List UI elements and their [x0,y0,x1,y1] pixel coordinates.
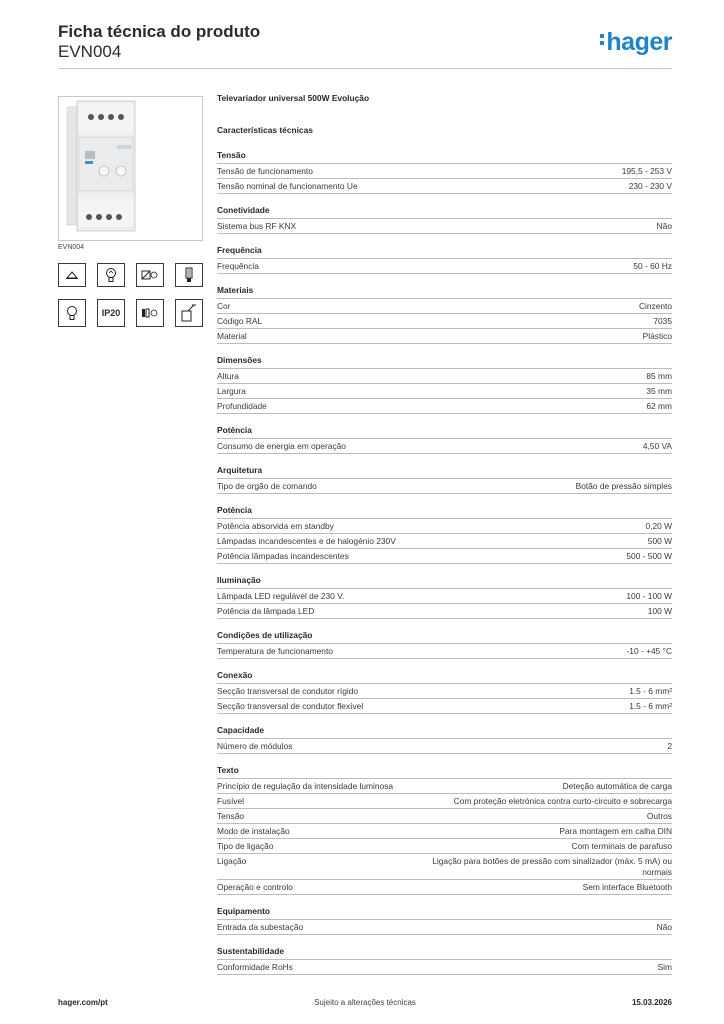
product-name: Televariador universal 500W Evolução [217,93,370,103]
section-title: Conetividade [217,205,270,215]
spec-value: 195,5 - 253 V [621,165,672,176]
spec-value: Com proteção eletrónica contra curto-circuito e sobrecarga [453,795,672,806]
spec-row [217,959,672,975]
spec-row [217,163,672,178]
spec-value: 35 mm [646,385,672,396]
spec-section [217,465,672,494]
spec-label: Potência lâmpadas incandescentes [217,550,349,561]
spec-label: Material [217,330,247,341]
spec-row [217,398,672,414]
tube-lamp-icon [175,263,203,287]
spec-value: Sim [657,961,672,972]
spec-rows [217,518,672,564]
spec-rows [217,919,672,935]
footer-date: 15.03.2026 [631,998,672,1007]
spec-label: Lâmpadas incandescentes e de halogénio 230V [217,535,396,546]
spec-value: Não [656,220,672,231]
section-title: Iluminação [217,575,261,585]
footer-notice: Sujeito a alterações técnicas [314,998,416,1007]
spec-value: Para montagem em calha DIN [559,825,672,836]
page-subtitle: EVN004 [58,42,122,61]
spec-value: Outros [646,810,672,821]
section-title: Sustentabilidade [217,946,285,956]
spec-row [217,178,672,194]
spec-section [217,670,672,714]
hager-logo [600,28,672,57]
spec-value: Plástico [642,330,672,341]
spec-value: 7035 [653,315,672,326]
spec-label: Número de módulos [217,740,293,751]
spec-row [217,313,672,328]
spec-row [217,588,672,603]
spec-rows [217,258,672,274]
spec-row [217,808,672,823]
dome-light-icon [58,263,86,287]
section-title: Condições de utilização [217,630,313,640]
spec-value: 50 - 60 Hz [633,260,672,271]
spec-rows [217,368,672,414]
spec-rows [217,738,672,754]
spec-value: 4,50 VA [642,440,672,451]
page-title: Ficha técnica do produto [58,22,261,41]
spec-rows [217,298,672,344]
spec-section [217,285,672,344]
spec-rows [217,643,672,659]
spec-label: Profundidade [217,400,267,411]
spec-row [217,793,672,808]
spec-value: Não [656,921,672,932]
spec-row [217,438,672,454]
spec-content [217,93,672,975]
dimmer-transformer-icon [136,263,164,287]
spec-label: Princípio de regulação da intensidade luminosa [217,780,393,791]
spec-row [217,533,672,548]
spec-row [217,738,672,754]
logo-dots-icon [600,31,605,48]
spec-label: Fusível [217,795,244,806]
spec-row [217,478,672,494]
spec-value: Deteção automática de carga [562,780,672,791]
spec-rows [217,959,672,975]
spec-rows [217,163,672,194]
spec-row [217,823,672,838]
spec-section [217,205,672,234]
spec-section [217,245,672,274]
section-title: Materiais [217,285,254,295]
spec-value: 1.5 - 6 mm² [629,685,672,696]
section-title: Tensão [217,150,246,160]
page-header [58,22,672,70]
footer-website: hager.com/pt [58,998,108,1007]
spec-label: Secção transversal de condutor flexível [217,700,364,711]
spec-value: -10 - +45 °C [626,645,672,656]
spec-section [217,946,672,975]
spec-section [217,425,672,454]
spec-rows [217,778,672,895]
spec-value: 62 mm [646,400,672,411]
spec-value: 100 W [647,605,672,616]
spec-sections [217,150,672,975]
spec-row [217,298,672,313]
spec-value: 500 - 500 W [626,550,672,561]
spec-rows [217,588,672,619]
spec-value: Cinzento [638,300,672,311]
spec-row [217,603,672,619]
spec-section [217,630,672,659]
spec-label: Conformidade RoHs [217,961,293,972]
product-image [58,96,203,241]
spec-label: Frequência [217,260,259,271]
spec-value: Sem interface Bluetooth [582,881,672,892]
spec-label: Potência absorvida em standby [217,520,334,531]
spec-rows [217,683,672,714]
spec-section [217,150,672,194]
spec-label: Consumo de energia em operação [217,440,346,451]
section-title: Conexão [217,670,253,680]
spec-row [217,643,672,659]
spec-label: Altura [217,370,239,381]
product-image-caption: EVN004 [58,244,85,251]
halogen-bulb-icon [97,263,125,287]
spec-label: Operação e controlo [217,881,293,892]
section-title: Frequência [217,245,262,255]
din-module-image [59,97,204,242]
spec-value: Com terminais de parafuso [571,840,672,851]
characteristics-heading: Características técnicas [217,125,313,135]
spec-label: Sistema bus RF KNX [217,220,297,231]
spec-label: Temperatura de funcionamento [217,645,333,656]
spec-label: Tipo de ligação [217,840,274,851]
spec-section [217,505,672,564]
spec-label: Secção transversal de condutor rígido [217,685,359,696]
spec-row [217,698,672,714]
spec-row [217,518,672,533]
spec-section [217,355,672,414]
section-title: Potência [217,505,252,515]
spec-row [217,778,672,793]
spec-label: Modo de instalação [217,825,290,836]
spec-row [217,838,672,853]
section-title: Texto [217,765,239,775]
section-title: Equipamento [217,906,271,916]
spec-label: Potência da lâmpada LED [217,605,315,616]
din-rail-pushbutton-icon [175,299,203,327]
spec-label: Tipo de orgão de comando [217,480,317,491]
spec-value: 2 [667,740,672,751]
section-title: Capacidade [217,725,265,735]
spec-value: Ligação para botões de pressão com sinalizador (máx. 5 mA) ou normais [432,855,672,877]
section-title: Arquitetura [217,465,263,475]
spec-row [217,368,672,383]
product-visuals [58,96,203,327]
spec-row [217,328,672,344]
spec-row [217,383,672,398]
spec-value: 500 W [647,535,672,546]
spec-row [217,548,672,564]
spec-label: Lâmpada LED regulável de 230 V. [217,590,345,601]
spec-row [217,258,672,274]
spec-value: 0,20 W [645,520,672,531]
spec-row [217,879,672,895]
spec-value: 1.5 - 6 mm² [629,700,672,711]
header-divider [58,68,672,69]
spec-label: Ligação [217,855,247,866]
spec-section [217,575,672,619]
spec-row [217,853,672,879]
spec-label: Largura [217,385,246,396]
spec-value: 230 - 230 V [628,180,672,191]
spec-row [217,919,672,935]
spec-label: Código RAL [217,315,263,326]
spec-rows [217,478,672,494]
spec-label: Tensão [217,810,245,821]
spec-section [217,765,672,895]
spec-row [217,683,672,698]
logo-text: hager [606,28,672,56]
feature-icons [58,263,203,327]
section-title: Dimensões [217,355,262,365]
led-driver-icon [136,299,164,327]
spec-row [217,218,672,234]
section-title: Potência [217,425,252,435]
spec-rows [217,438,672,454]
spec-value: 100 - 100 W [626,590,672,601]
spec-section [217,906,672,935]
spec-section [217,725,672,754]
spec-rows [217,218,672,234]
ip20-badge: IP20 [97,299,125,327]
spec-label: Tensão de funcionamento [217,165,313,176]
spec-label: Cor [217,300,231,311]
incandescent-bulb-icon [58,299,86,327]
spec-label: Entrada da subestação [217,921,304,932]
spec-value: Botão de pressão simples [575,480,672,491]
spec-label: Tensão nominal de funcionamento Ue [217,180,358,191]
spec-value: 85 mm [646,370,672,381]
